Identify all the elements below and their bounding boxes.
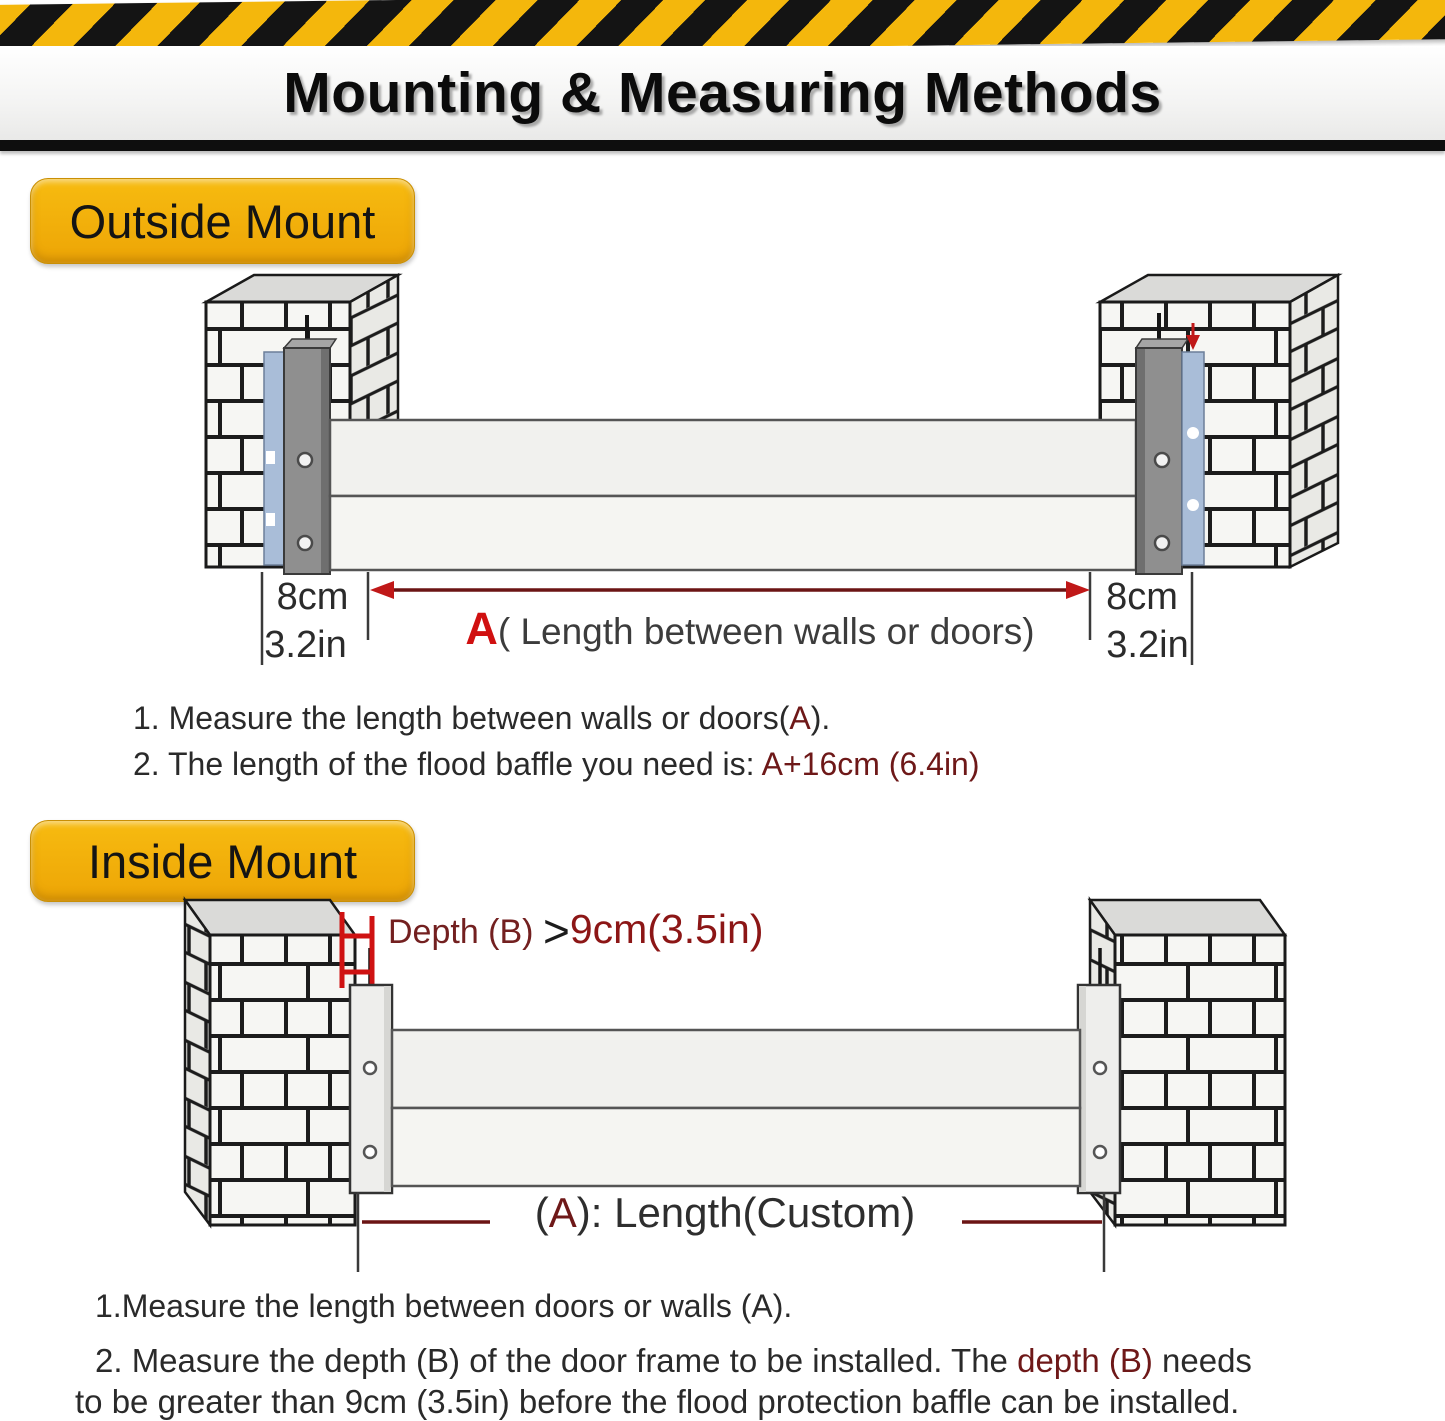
outside-step-1-end: ). (810, 700, 831, 736)
screw-hole (1094, 1146, 1106, 1158)
length-label-text: ( Length between walls or doors) (497, 611, 1035, 652)
inside-mount-badge-label: Inside Mount (87, 834, 358, 888)
screw-hole (1155, 453, 1169, 467)
flood-barrier (392, 1030, 1080, 1186)
screw-hole (364, 1062, 376, 1074)
screw-hole (364, 1146, 376, 1158)
inside-step-1: 1.Measure the length between doors or walls (A). (95, 1288, 793, 1324)
outside-step-1-a: A (789, 700, 811, 736)
right-pillar-side (1290, 275, 1338, 567)
left-mount-channel (284, 339, 336, 574)
outside-length-label (420, 603, 1080, 654)
screw-hole (1094, 1062, 1106, 1074)
outside-step-2-formula: A+16cm (6.4in) (761, 746, 980, 782)
depth-value: 9cm(3.5in) (569, 906, 764, 952)
outside-left-gap-in: 3.2in (264, 624, 347, 666)
length-open-paren: ( (534, 1189, 549, 1236)
length-label-a: A (465, 603, 498, 654)
outside-mount-badge (30, 178, 415, 264)
right-seal-strip (1182, 352, 1204, 565)
screw-hole (1155, 536, 1169, 550)
right-pillar-cap (1090, 900, 1285, 935)
inside-length-label (478, 1189, 972, 1236)
inside-step-2-text: 2. Measure the depth (B) of the door frame to be installed. The (95, 1342, 1018, 1379)
left-pillar-side (185, 900, 210, 1225)
left-seal-mark (266, 513, 275, 526)
right-mount-channel (1136, 339, 1188, 574)
outside-step-1 (133, 698, 830, 738)
page-title: Mounting & Measuring Methods (283, 61, 1162, 125)
outside-left-gap-cm: 8cm (276, 576, 349, 618)
flood-barrier-bottom-board (392, 1108, 1080, 1186)
greater-than-sign: > (542, 905, 570, 957)
left-pillar-front (210, 935, 355, 1225)
depth-annotation (388, 905, 764, 957)
outside-right-gap-in: 3.2in (1106, 624, 1189, 666)
title-divider-bar (0, 140, 1445, 151)
inside-step-2-end: needs (1152, 1342, 1252, 1379)
arrowhead-left (370, 581, 394, 599)
left-seal-mark (266, 451, 275, 464)
depth-name: Depth (B) (388, 913, 543, 951)
flood-barrier (330, 420, 1136, 570)
flood-barrier-top-board (330, 420, 1136, 496)
length-a: A (548, 1189, 577, 1236)
outside-mount-badge-label: Outside Mount (69, 194, 376, 248)
right-seal-mark (1187, 499, 1199, 511)
inside-step-2-line2: to be greater than 9cm (3.5in) before the flood protection baffle can be installed. (75, 1383, 1240, 1420)
inside-step-2 (95, 1340, 1252, 1381)
left-mount-channel (350, 985, 392, 1193)
outside-step-2 (133, 744, 980, 784)
screw-hole (298, 453, 312, 467)
flood-barrier-bottom-board (330, 496, 1136, 570)
right-mount-channel (1078, 985, 1120, 1193)
flood-barrier-top-board (392, 1030, 1080, 1108)
right-seal-mark (1187, 427, 1199, 439)
inside-step-2-depth: depth (B) (1017, 1342, 1153, 1379)
outside-step-2-text: 2. The length of the flood baffle you need is: (133, 746, 762, 782)
inside-left-pillar (185, 900, 355, 1225)
length-text: ): Length(Custom) (576, 1189, 916, 1236)
title-band (0, 46, 1445, 140)
outside-step-1-text: 1. Measure the length between walls or doors( (133, 700, 790, 736)
left-pillar-cap (185, 900, 355, 935)
outside-right-gap-cm: 8cm (1106, 576, 1178, 618)
screw-hole (298, 536, 312, 550)
right-pillar-front (1115, 935, 1285, 1225)
